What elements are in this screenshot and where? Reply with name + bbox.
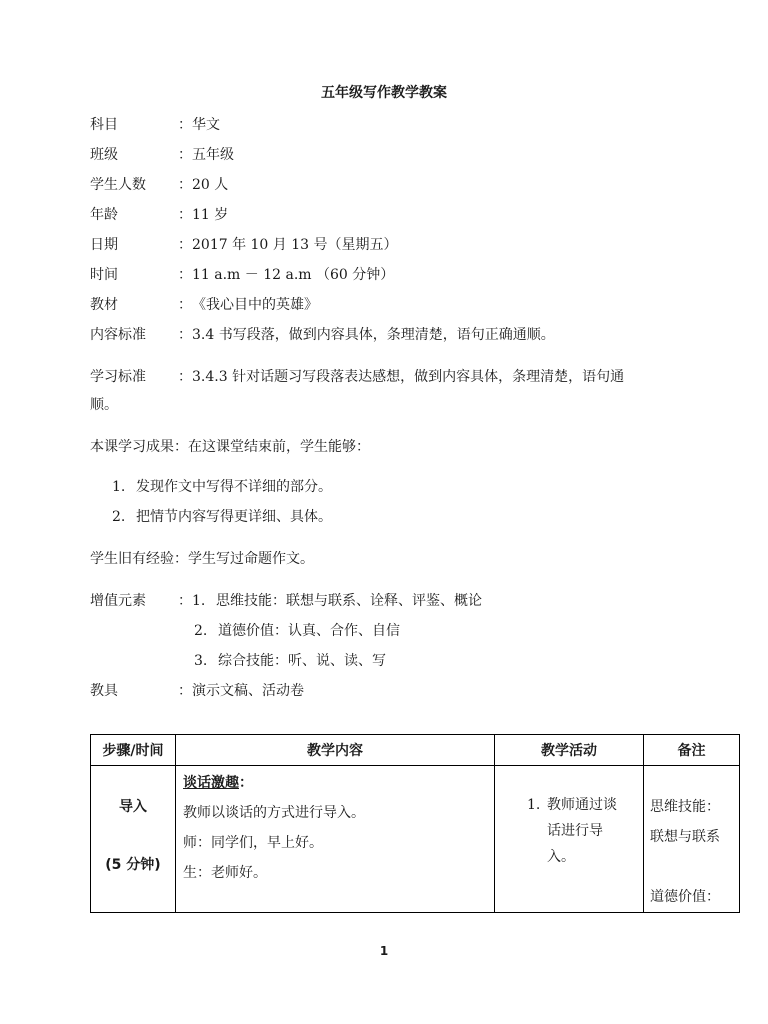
field-label: 内容标准: [90, 327, 146, 343]
activity-number: 1.: [527, 797, 541, 813]
header-teaching-activity: 教学活动: [495, 735, 644, 766]
outcome-number: 1.: [112, 479, 126, 495]
cell-step: [91, 766, 176, 913]
note-line: 思维技能：: [650, 799, 720, 815]
step-name: 导入: [119, 799, 147, 815]
field-value: 3.4.3 针对话题习写段落表达感想，做到内容具体，条理清楚，语句通: [192, 369, 625, 385]
value-item-text: 道德价值：认真、合作、自信: [218, 623, 400, 639]
field-value: 华文: [192, 117, 220, 133]
field-label: 科目: [90, 117, 118, 133]
note-line: [650, 852, 739, 882]
field-colon: ：: [178, 147, 192, 163]
field-value: 20 人: [192, 177, 229, 193]
outcome-number: 2.: [112, 509, 126, 525]
value-item-number: 3.: [194, 653, 208, 669]
outcome-intro: 本课学习成果：在这课堂结束前，学生能够：: [90, 439, 370, 455]
field-value: 2017 年 10 月 13 号（星期五）: [192, 237, 398, 253]
content-line: 生：老师好。: [183, 865, 267, 881]
outcome-text: 发现作文中写得不详细的部分。: [136, 479, 332, 495]
outcome-item: [112, 508, 332, 526]
header-teaching-content: 教学内容: [176, 735, 495, 766]
content-line: 师：同学们，早上好。: [183, 835, 323, 851]
field-content-standard: [90, 326, 555, 344]
field-label: 学习标准: [90, 369, 146, 385]
table-row: [91, 766, 740, 913]
field-tools: [90, 682, 304, 700]
field-value: 11 岁: [192, 207, 229, 223]
field-learning-standard: [90, 368, 624, 386]
field-colon: ：: [178, 207, 192, 223]
field-subject: [90, 116, 220, 134]
field-colon: ：: [178, 297, 192, 313]
field-student-count: [90, 176, 228, 194]
note-line: 联想与联系: [650, 829, 720, 845]
field-class: [90, 146, 234, 164]
header-notes: 备注: [644, 735, 740, 766]
field-colon: ：: [178, 267, 192, 283]
field-value: 《我心目中的英雄》: [192, 297, 318, 313]
field-colon: ：: [178, 117, 192, 133]
field-label: 日期: [90, 237, 118, 253]
prior-knowledge: 学生旧有经验：学生写过命题作文。: [90, 551, 314, 567]
field-time: [90, 266, 394, 284]
field-label: 教材: [90, 297, 118, 313]
field-value: 演示文稿、活动卷: [192, 683, 304, 699]
field-value: 3.4 书写段落，做到内容具体，条理清楚，语句正确通顺。: [192, 327, 555, 343]
step-duration: (5 分钟): [105, 857, 161, 873]
cell-notes: [644, 766, 740, 913]
lesson-plan-table: [90, 734, 740, 913]
document-title: 五年级写作教学教案: [321, 85, 447, 101]
header-step-time: 步骤/时间: [91, 735, 176, 766]
outcome-text: 把情节内容写得更详细、具体。: [136, 509, 332, 525]
field-date: [90, 236, 398, 254]
field-colon: ：: [178, 237, 192, 253]
content-line: 教师以谈话的方式进行导入。: [183, 805, 365, 821]
content-heading: 谈话激趣: [183, 775, 239, 791]
field-colon: ：: [178, 683, 192, 699]
field-colon: ：: [178, 177, 192, 193]
field-colon: ：: [178, 593, 192, 609]
field-label: 时间: [90, 267, 118, 283]
field-value: 五年级: [192, 147, 234, 163]
value-item-text: 综合技能：听、说、读、写: [218, 653, 386, 669]
field-age: [90, 206, 228, 224]
outcome-item: [112, 478, 332, 496]
value-item: [194, 652, 386, 670]
content-heading-colon: ：: [239, 775, 253, 791]
field-label: 增值元素: [90, 593, 146, 609]
learning-standard-continuation: 顺。: [90, 397, 118, 413]
activity-text: 教师通过谈话进行导入。: [547, 797, 617, 865]
field-colon: ：: [178, 327, 192, 343]
field-label: 班级: [90, 147, 118, 163]
value-item-number: 1.: [192, 593, 206, 609]
field-textbook: [90, 296, 318, 314]
cell-activity: [495, 766, 644, 913]
cell-content: [176, 766, 495, 913]
field-colon: ：: [178, 369, 192, 385]
page-number: 1: [379, 944, 389, 958]
value-item-number: 2.: [194, 623, 208, 639]
content-heading-line: [183, 768, 494, 798]
field-value: 11 a.m － 12 a.m （60 分钟）: [192, 267, 395, 283]
field-label: 教具: [90, 683, 118, 699]
value-item: [194, 622, 400, 640]
value-item-text: 思维技能：联想与联系、诠释、评鉴、概论: [216, 593, 482, 609]
field-label: 年龄: [90, 207, 118, 223]
field-label: 学生人数: [90, 177, 146, 193]
table-header-row: [91, 735, 740, 766]
field-value-added: [90, 592, 482, 610]
note-line: 道德价值：: [650, 889, 720, 905]
